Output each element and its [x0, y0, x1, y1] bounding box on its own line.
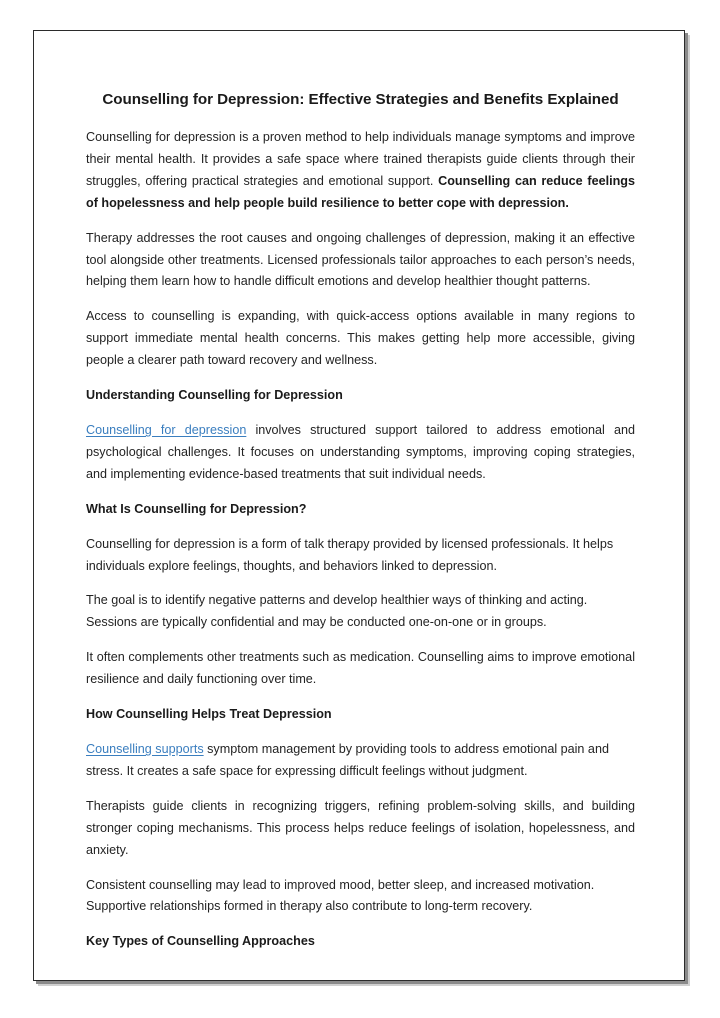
- paragraph-3: Access to counselling is expanding, with quick-access options available in many regions to support immediate mental health concerns. This makes getting help more accessible, giving people a clearer path toward recovery and wellness.: [86, 309, 635, 368]
- section-heading-what-is-counselling: What Is Counselling for Depression?: [86, 501, 307, 516]
- section-heading-how-counselling-helps: How Counselling Helps Treat Depression: [86, 707, 332, 722]
- paragraph-1-emphasis: Counselling can reduce feelings of hopelessness and help people build resilience to better cope with depression.: [86, 173, 635, 210]
- section-heading-understanding-counselling: Understanding Counselling for Depression: [86, 388, 343, 403]
- paragraph-7: It often complements other treatments such as medication. Counselling aims to improve emotional resilience and daily functioning over time.: [86, 650, 635, 687]
- section-heading-key-types: Key Types of Counselling Approaches: [86, 934, 315, 949]
- link-counselling-supports[interactable]: Counselling supports: [86, 741, 204, 756]
- paragraph-1-text: Counselling for depression is a proven method to help individuals manage symptoms and improve their mental health. It provides a safe space where trained therapists guide clients through their struggles, offering practical strategies and emotional support.: [86, 130, 635, 188]
- paragraph-6: The goal is to identify negative patterns and develop healthier ways of thinking and acting. Sessions are typically confidential and may be conducted one-on-one or in groups.: [86, 593, 588, 630]
- page-title: Counselling for Depression: Effective Strategies and Benefits Explained: [102, 91, 619, 108]
- link-counselling-for-depression[interactable]: Counselling for depression: [86, 423, 247, 438]
- paragraph-9: Therapists guide clients in recognizing triggers, refining problem-solving skills, and building stronger coping mechanisms. This process helps reduce feelings of isolation, hopelessness, and anxiety.: [86, 798, 635, 857]
- paragraph-4-text: involves structured support tailored to address emotional and psychological challenges. It focuses on understanding symptoms, improving coping strategies, and implementing evidence-based treatments that suit individual needs.: [86, 423, 635, 481]
- paragraph-4: [86, 420, 635, 486]
- paragraph-1: [86, 127, 635, 215]
- paragraph-2: Therapy addresses the root causes and ongoing challenges of depression, making it an effective tool alongside other treatments. Licensed professionals tailor approaches to each person’s needs, helping them learn how to handle difficult emotions and develop healthier thought patterns.: [86, 230, 635, 289]
- paragraph-5: Counselling for depression is a form of talk therapy provided by licensed professionals. It helps individuals explore feelings, thoughts, and behaviors linked to depression.: [86, 536, 614, 573]
- paragraph-8-text: symptom management by providing tools to address emotional pain and stress. It creates a safe space for expressing difficult feelings without judgment.: [86, 741, 609, 778]
- document-page-frame: [33, 30, 685, 981]
- paragraph-10: Consistent counselling may lead to improved mood, better sleep, and increased motivation. Supportive relationships formed in therapy also contribute to long-term recovery.: [86, 877, 595, 914]
- paragraph-8: [86, 739, 635, 783]
- document-body: [86, 86, 635, 966]
